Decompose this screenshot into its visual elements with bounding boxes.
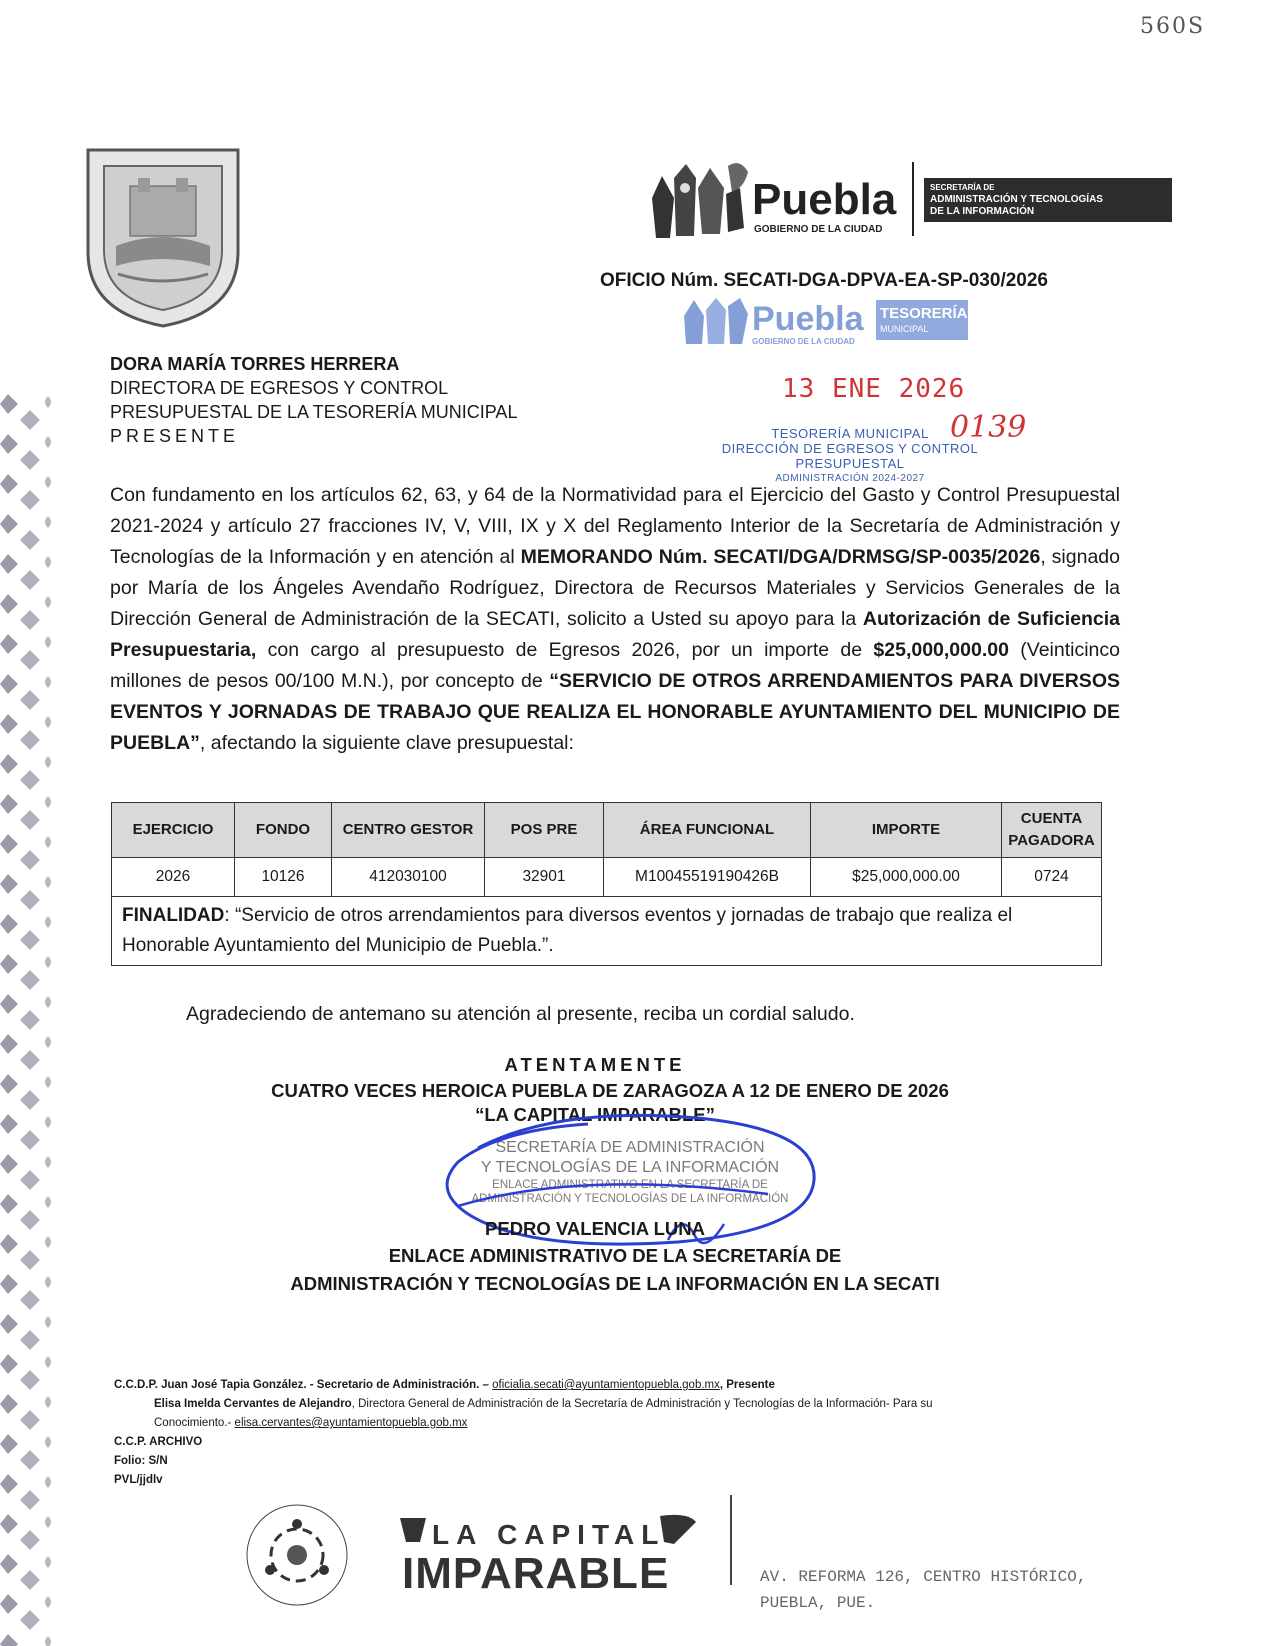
table-header-row — [112, 803, 1102, 858]
reception-number: 0139 — [950, 410, 1027, 445]
svg-text:DE LA INFORMACIÓN: DE LA INFORMACIÓN — [930, 206, 1035, 217]
stamp-secretaria-1: SECRETARÍA DE ADMINISTRACIÓN — [495, 1139, 765, 1156]
ccp-line-1 — [114, 1376, 933, 1395]
presente: PRESENTE — [110, 426, 240, 446]
addressee-title-1: DIRECTORA DE EGRESOS Y CONTROL — [110, 378, 449, 398]
stamp-line-1: TESORERÍA MUNICIPAL — [771, 426, 929, 441]
addressee-block — [110, 352, 517, 448]
table-row — [112, 858, 1102, 897]
igualdad-laboral-emblem — [244, 1502, 350, 1608]
body-part-3: con cargo al presupuesto de Egresos 2026, por un importe de — [256, 639, 874, 661]
cell-cuenta-pagadora: 0724 — [1002, 858, 1102, 897]
ccp-1-name: C.C.D.P. Juan José Tapia González. - Secretario de Administración. – — [114, 1379, 493, 1391]
handwritten-number: 560S — [1140, 14, 1206, 39]
stamp-enlace-1: ENLACE ADMINISTRATIVO EN LA SECRETARÍA DE — [492, 1179, 768, 1191]
role-line-1: ENLACE ADMINISTRATIVO DE LA SECRETARÍA DE — [388, 1245, 842, 1266]
footer-copies — [114, 1376, 933, 1490]
folio-text: Folio: S/N — [114, 1455, 168, 1467]
header-area-funcional: ÁREA FUNCIONAL — [604, 803, 811, 858]
ccp-line-2 — [114, 1395, 933, 1414]
addressee-name: DORA MARÍA TORRES HERRERA — [110, 354, 400, 374]
header-fondo: FONDO — [235, 803, 332, 858]
folio — [114, 1452, 933, 1471]
address-line-2: PUEBLA, PUE. — [760, 1594, 876, 1612]
initials-text: PVL/jjdlv — [114, 1474, 163, 1486]
initials — [114, 1471, 933, 1490]
puebla-secati-logo — [648, 158, 1174, 242]
decorative-border — [0, 390, 70, 1646]
cell-ejercicio: 2026 — [112, 858, 235, 897]
puebla-city-icon — [652, 163, 748, 238]
thanks-line: Agradeciendo de antemano su atención al presente, reciba un cordial saludo. — [186, 1003, 855, 1025]
city-date: CUATRO VECES HEROICA PUEBLA DE ZARAGOZA A 12 DE ENERO DE 2026 — [271, 1080, 949, 1101]
svg-text:SECRETARÍA DE: SECRETARÍA DE — [930, 183, 995, 192]
stamp-secretaria-2: Y TECNOLOGÍAS DE LA INFORMACIÓN — [480, 1159, 780, 1176]
svg-text:ADMINISTRACIÓN Y TECNOLOGÍAS: ADMINISTRACIÓN Y TECNOLOGÍAS — [930, 194, 1103, 205]
signer-role — [240, 1242, 990, 1298]
svg-text:LA CAPITAL: LA CAPITAL — [432, 1519, 666, 1550]
finalidad-row — [112, 897, 1102, 966]
concept: “SERVICIO DE OTROS ARRENDAMIENTOS PARA DIVERSOS EVENTOS Y JORNADAS DE TRABAJO QUE REALIZA EL HONORABLE AYUNTAMIENTO DEL MUNICIPIO DE PUEBLA” — [110, 670, 1120, 754]
signer-name: PEDRO VALENCIA LUNA — [485, 1218, 705, 1239]
svg-text:GOBIERNO DE LA CIUDAD: GOBIERNO DE LA CIUDAD — [752, 337, 855, 346]
archivo — [114, 1433, 933, 1452]
ccp-1-email[interactable]: oficialia.secati@ayuntamientopuebla.gob.mx — [492, 1379, 720, 1391]
stamp-line-3: PRESUPUESTAL — [795, 456, 905, 471]
amount: $25,000,000.00 — [873, 639, 1009, 661]
footer-divider — [730, 1495, 732, 1585]
reception-stamp-text — [700, 426, 1000, 486]
role-line-2: ADMINISTRACIÓN Y TECNOLOGÍAS DE LA INFORMACIÓN EN LA SECATI — [290, 1273, 940, 1294]
ccp-2-text: , Directora General de Administración de la Secretaría de Administración y Tecnologías de la Información- Para su — [351, 1398, 933, 1410]
cell-importe: $25,000,000.00 — [811, 858, 1002, 897]
address-line-1: AV. REFORMA 126, CENTRO HISTÓRICO, — [760, 1568, 1087, 1586]
ccp-line-3 — [114, 1414, 933, 1433]
svg-text:IMPARABLE: IMPARABLE — [402, 1549, 670, 1592]
stamp-enlace-2: ADMINISTRACIÓN Y TECNOLOGÍAS DE LA INFORMACIÓN — [471, 1193, 789, 1205]
stamp-line-2: DIRECCIÓN DE EGRESOS Y CONTROL — [721, 441, 979, 456]
svg-text:Puebla: Puebla — [752, 175, 897, 224]
finalidad-cell — [112, 897, 1102, 966]
body-part-2: , signado por María de los Ángeles Avendaño Rodríguez, Directora de Recursos Materiales y Servicios Generales de la Dirección General de Administración de la SECATI, solicito a Usted su apoyo para la — [110, 546, 1120, 630]
ccp-2-email[interactable]: elisa.cervantes@ayuntamientopuebla.gob.mx — [234, 1417, 468, 1429]
authorization-label: Autorización de Suficiencia Presupuestaria, — [110, 608, 1120, 661]
cell-centro-gestor: 412030100 — [332, 858, 485, 897]
address-block — [760, 1564, 1086, 1616]
header-cuenta-pagadora: CUENTA PAGADORA — [1002, 803, 1102, 858]
body-part-1: Con fundamento en los artículos 62, 63, y 64 de la Normatividad para el Ejercicio del Gasto y Control Presupuestal 2021-2024 y artículo 27 fracciones IV, V, VIII, IX y X del Reglamento Interior de la Secretaría de Administración y Tecnologías de la Información y en atención al — [110, 484, 1120, 568]
cell-fondo: 10126 — [235, 858, 332, 897]
oficio-number: OFICIO Núm. SECATI-DGA-DPVA-EA-SP-030/2026 — [600, 270, 1048, 291]
header-pos-pre: POS PRE — [485, 803, 604, 858]
ccp-2-cont: Conocimiento.- — [154, 1417, 235, 1429]
ccp-2-name: Elisa Imelda Cervantes de Alejandro — [154, 1398, 352, 1410]
body-part-5: , afectando la siguiente clave presupuestal: — [199, 732, 574, 754]
svg-text:GOBIERNO DE LA CIUDAD: GOBIERNO DE LA CIUDAD — [754, 224, 883, 235]
la-capital-imparable-logo — [398, 1512, 698, 1592]
header-importe: IMPORTE — [811, 803, 1002, 858]
stamp-line-4: ADMINISTRACIÓN 2024-2027 — [775, 473, 925, 484]
header-ejercicio: EJERCICIO — [112, 803, 235, 858]
finalidad-label: FINALIDAD — [122, 905, 225, 926]
budget-table — [111, 802, 1102, 966]
body-part-4: (Veinticinco millones de pesos 00/100 M.N.), por concepto de — [110, 639, 1120, 692]
svg-text:MUNICIPAL: MUNICIPAL — [880, 324, 929, 334]
header-centro-gestor: CENTRO GESTOR — [332, 803, 485, 858]
memo-reference: MEMORANDO Núm. SECATI/DGA/DRMSG/SP-0035/2026 — [520, 546, 1041, 568]
ccp-1-end: , Presente — [719, 1379, 775, 1391]
city-seal — [78, 142, 248, 330]
svg-text:TESORERÍA: TESORERÍA — [880, 305, 968, 322]
svg-text:Puebla: Puebla — [752, 300, 864, 338]
atentamente: ATENTAMENTE — [504, 1054, 686, 1075]
addressee-title-2: PRESUPUESTAL DE LA TESORERÍA MUNICIPAL — [110, 402, 518, 422]
cell-area-funcional: M10045519190426B — [604, 858, 811, 897]
body-paragraph — [110, 480, 1120, 759]
cell-pos-pre: 32901 — [485, 858, 604, 897]
reception-date: 13 ENE 2026 — [782, 374, 966, 404]
tesoreria-stamp-logo — [680, 296, 1020, 348]
lema: “LA CAPITAL IMPARABLE” — [475, 1104, 715, 1125]
archivo-text: C.C.P. ARCHIVO — [114, 1436, 203, 1448]
finalidad-text: : “Servicio de otros arrendamientos para diversos eventos y jornadas de trabajo que realiza el Honorable Ayuntamiento del Municipio de Puebla.”. — [122, 905, 1013, 956]
